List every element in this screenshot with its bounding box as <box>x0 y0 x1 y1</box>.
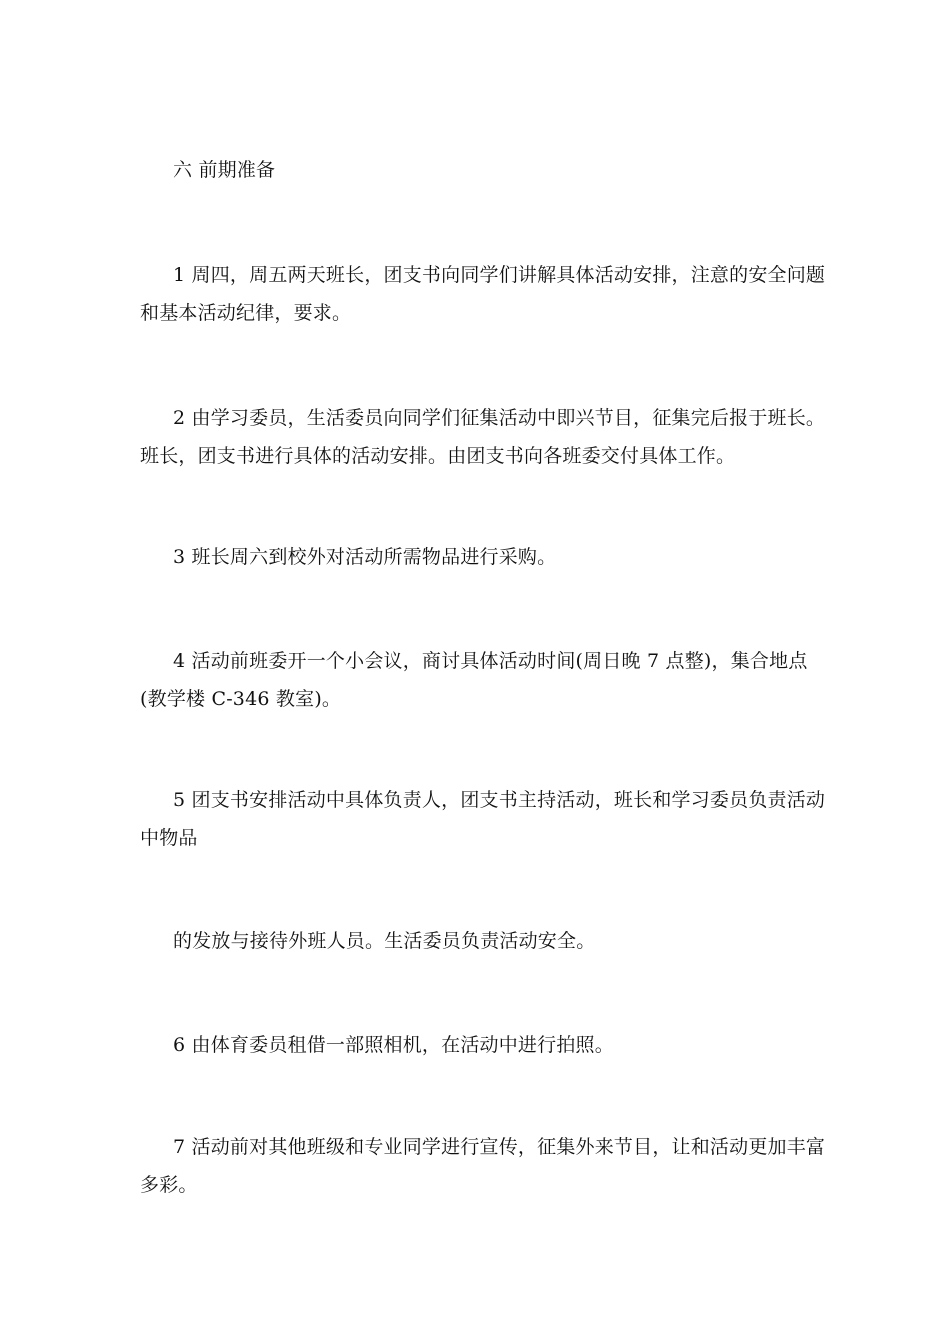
section-heading: 六 前期准备 <box>173 159 276 181</box>
paragraph-1: 1 周四，周五两天班长，团支书向同学们讲解具体活动安排，注意的安全问题和基本活动纪律，要求。 <box>140 264 826 324</box>
paragraph-6: 6 由体育委员租借一部照相机，在活动中进行拍照。 <box>173 1034 614 1056</box>
paragraph-7: 7 活动前对其他班级和专业同学进行宣传，征集外来节目，让和活动更加丰富多彩。 <box>140 1136 826 1196</box>
paragraph-2: 2 由学习委员，生活委员向同学们征集活动中即兴节目，征集完后报于班长。班长，团支书进行具体的活动安排。由团支书向各班委交付具体工作。 <box>140 407 826 467</box>
paragraph-5-continued: 的发放与接待外班人员。生活委员负责活动安全。 <box>173 930 596 952</box>
paragraph-4: 4 活动前班委开一个小会议，商讨具体活动时间(周日晚 7 点整)，集合地点(教学楼 C-346 教室)。 <box>140 650 808 710</box>
paragraph-5: 5 团支书安排活动中具体负责人，团支书主持活动，班长和学习委员负责活动中物品 <box>140 789 826 849</box>
paragraph-3: 3 班长周六到校外对活动所需物品进行采购。 <box>173 546 557 568</box>
